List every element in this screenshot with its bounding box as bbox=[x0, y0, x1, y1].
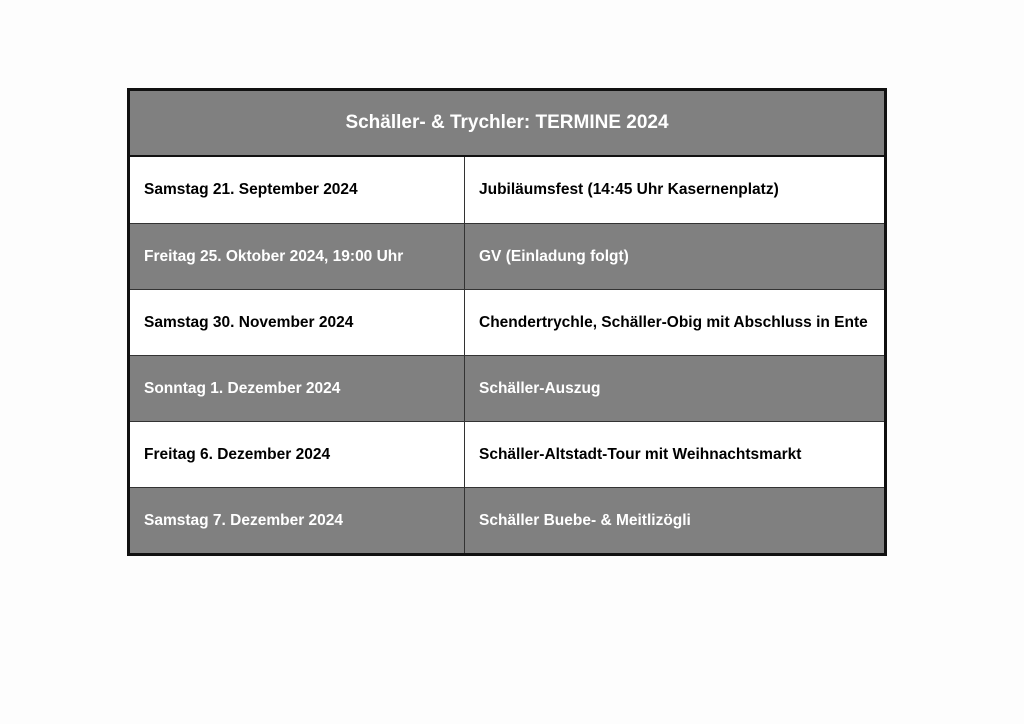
event-description: Schäller Buebe- & Meitlizögli bbox=[479, 511, 691, 529]
table-row bbox=[130, 157, 884, 223]
event-description: Schäller-Altstadt-Tour mit Weihnachtsmarkt bbox=[479, 445, 802, 463]
table-row bbox=[130, 223, 884, 289]
event-date: Sonntag 1. Dezember 2024 bbox=[130, 356, 465, 421]
table-title: Schäller- & Trychler: TERMINE 2024 bbox=[130, 91, 884, 157]
event-date: Samstag 7. Dezember 2024 bbox=[130, 488, 465, 553]
event-description: GV (Einladung folgt) bbox=[479, 247, 629, 265]
event-date: Freitag 25. Oktober 2024, 19:00 Uhr bbox=[130, 224, 465, 289]
table-row bbox=[130, 487, 884, 553]
schedule-table bbox=[127, 88, 887, 556]
table-row bbox=[130, 289, 884, 355]
table-row bbox=[130, 355, 884, 421]
event-description: Jubiläumsfest (14:45 Uhr Kasernenplatz) bbox=[479, 181, 779, 198]
event-date: Samstag 30. November 2024 bbox=[130, 290, 465, 355]
event-description: Schäller-Auszug bbox=[479, 379, 601, 397]
event-description: Chendertrychle, Schäller-Obig mit Abschluss in Ente bbox=[479, 313, 868, 331]
event-date: Samstag 21. September 2024 bbox=[130, 157, 465, 223]
event-date: Freitag 6. Dezember 2024 bbox=[130, 422, 465, 487]
table-row bbox=[130, 421, 884, 487]
